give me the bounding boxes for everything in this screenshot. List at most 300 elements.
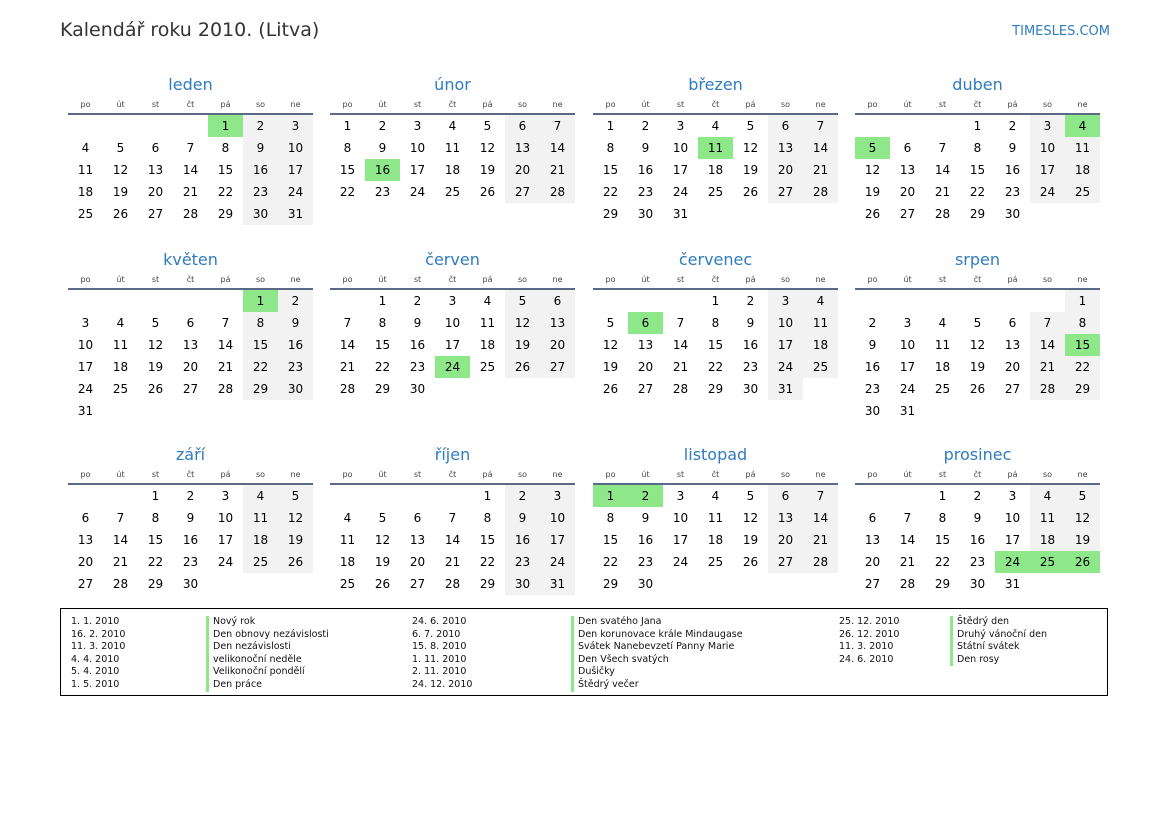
month-day-grid bbox=[330, 467, 575, 595]
day-cell: 10 bbox=[77, 338, 94, 352]
day-cell: 24 bbox=[278, 181, 313, 203]
day-cell: 19 bbox=[505, 334, 540, 356]
legend-date: 1. 1. 2010 bbox=[71, 616, 120, 627]
weekday-header: čt bbox=[698, 97, 733, 115]
day-cell: 27 bbox=[147, 207, 164, 221]
empty-day-cell bbox=[663, 573, 698, 595]
month-3 bbox=[593, 73, 838, 225]
day-cell: 18 bbox=[112, 360, 129, 374]
day-cell: 20 bbox=[540, 334, 575, 356]
day-cell: 9 bbox=[378, 141, 387, 155]
day-cell: 19 bbox=[374, 555, 391, 569]
day-cell: 22 bbox=[707, 360, 724, 374]
day-cell: 26 bbox=[479, 185, 496, 199]
day-cell: 23 bbox=[864, 382, 881, 396]
holiday-day-cell: 1 bbox=[593, 485, 628, 507]
day-cell: 11 bbox=[1065, 137, 1100, 159]
empty-day-cell bbox=[435, 378, 470, 400]
day-cell: 24 bbox=[1030, 181, 1065, 203]
day-cell: 8 bbox=[1065, 312, 1100, 334]
weekday-header: ne bbox=[803, 97, 838, 115]
day-cell: 1 bbox=[343, 119, 352, 133]
day-cell: 10 bbox=[444, 316, 461, 330]
day-cell: 24 bbox=[77, 382, 94, 396]
day-cell: 11 bbox=[1030, 507, 1065, 529]
day-cell: 11 bbox=[479, 316, 496, 330]
day-cell: 21 bbox=[540, 159, 575, 181]
day-cell: 25 bbox=[339, 577, 356, 591]
day-cell: 9 bbox=[868, 338, 877, 352]
day-cell: 22 bbox=[602, 185, 619, 199]
day-cell: 29 bbox=[147, 577, 164, 591]
day-cell: 29 bbox=[707, 382, 724, 396]
site-link[interactable]: TIMESLES.COM bbox=[1012, 24, 1110, 39]
empty-day-cell bbox=[1030, 400, 1065, 422]
day-cell: 12 bbox=[864, 163, 881, 177]
empty-day-cell bbox=[173, 115, 208, 137]
month-name: únor bbox=[434, 75, 471, 94]
day-cell: 23 bbox=[637, 555, 654, 569]
day-cell: 25 bbox=[1065, 181, 1100, 203]
weekday-header: ne bbox=[803, 272, 838, 290]
month-day-grid bbox=[855, 97, 1100, 225]
day-cell: 13 bbox=[637, 338, 654, 352]
day-cell: 1 bbox=[973, 119, 982, 133]
day-cell: 10 bbox=[409, 141, 426, 155]
day-cell: 6 bbox=[413, 511, 422, 525]
day-cell: 2 bbox=[641, 119, 650, 133]
weekday-header: po bbox=[855, 467, 890, 485]
weekday-header: pá bbox=[733, 97, 768, 115]
weekday-header: út bbox=[628, 97, 663, 115]
day-cell: 20 bbox=[77, 555, 94, 569]
empty-day-cell bbox=[733, 573, 768, 595]
day-cell: 20 bbox=[637, 360, 654, 374]
day-cell: 9 bbox=[641, 141, 650, 155]
day-cell: 17 bbox=[672, 163, 689, 177]
weekday-header: st bbox=[400, 97, 435, 115]
day-cell: 4 bbox=[116, 316, 125, 330]
weekday-header: po bbox=[855, 97, 890, 115]
day-cell: 23 bbox=[505, 551, 540, 573]
weekday-header: po bbox=[68, 467, 103, 485]
day-cell: 3 bbox=[278, 115, 313, 137]
day-cell: 17 bbox=[1004, 533, 1021, 547]
day-cell: 3 bbox=[413, 119, 422, 133]
day-cell: 16 bbox=[742, 338, 759, 352]
day-cell: 19 bbox=[479, 163, 496, 177]
weekday-header: so bbox=[243, 467, 278, 485]
day-cell: 8 bbox=[483, 511, 492, 525]
day-cell: 31 bbox=[77, 404, 94, 418]
day-cell: 24 bbox=[409, 185, 426, 199]
empty-day-cell bbox=[890, 115, 925, 137]
day-cell: 3 bbox=[81, 316, 90, 330]
day-cell: 15 bbox=[602, 163, 619, 177]
holiday-day-cell: 5 bbox=[855, 137, 890, 159]
weekday-header: út bbox=[890, 272, 925, 290]
empty-day-cell bbox=[698, 573, 733, 595]
holiday-day-cell: 24 bbox=[435, 356, 470, 378]
day-cell: 6 bbox=[903, 141, 912, 155]
day-cell: 25 bbox=[77, 207, 94, 221]
weekday-header: st bbox=[400, 467, 435, 485]
day-cell: 7 bbox=[186, 141, 195, 155]
day-cell: 4 bbox=[243, 485, 278, 507]
empty-day-cell bbox=[68, 485, 103, 507]
empty-day-cell bbox=[173, 400, 208, 422]
weekday-header: st bbox=[138, 272, 173, 290]
day-cell: 16 bbox=[409, 338, 426, 352]
day-cell: 22 bbox=[217, 185, 234, 199]
day-cell: 8 bbox=[711, 316, 720, 330]
day-cell: 17 bbox=[1030, 159, 1065, 181]
weekday-header: pá bbox=[208, 272, 243, 290]
day-cell: 28 bbox=[803, 551, 838, 573]
day-cell: 10 bbox=[672, 141, 689, 155]
weekday-header: ne bbox=[540, 467, 575, 485]
day-cell: 15 bbox=[243, 334, 278, 356]
day-cell: 19 bbox=[112, 185, 129, 199]
day-cell: 21 bbox=[444, 555, 461, 569]
day-cell: 14 bbox=[112, 533, 129, 547]
day-cell: 28 bbox=[672, 382, 689, 396]
day-cell: 11 bbox=[77, 163, 94, 177]
weekday-header: st bbox=[925, 467, 960, 485]
month-day-grid bbox=[68, 272, 313, 422]
month-2 bbox=[330, 73, 575, 203]
day-cell: 9 bbox=[243, 137, 278, 159]
weekday-header: ne bbox=[278, 97, 313, 115]
weekday-header: st bbox=[925, 272, 960, 290]
day-cell: 27 bbox=[637, 382, 654, 396]
day-cell: 7 bbox=[221, 316, 230, 330]
day-cell: 9 bbox=[1008, 141, 1017, 155]
month-name: leden bbox=[168, 75, 213, 94]
weekday-header: po bbox=[330, 97, 365, 115]
day-cell: 10 bbox=[672, 511, 689, 525]
day-cell: 3 bbox=[676, 489, 685, 503]
weekday-header: čt bbox=[173, 97, 208, 115]
day-cell: 6 bbox=[1008, 316, 1017, 330]
day-cell: 22 bbox=[147, 555, 164, 569]
legend-holiday-name: Štědrý večer bbox=[571, 679, 639, 692]
day-cell: 6 bbox=[768, 485, 803, 507]
empty-day-cell bbox=[803, 378, 838, 400]
day-cell: 18 bbox=[707, 163, 724, 177]
weekday-header: so bbox=[243, 272, 278, 290]
empty-day-cell bbox=[593, 290, 628, 312]
day-cell: 15 bbox=[602, 533, 619, 547]
day-cell: 21 bbox=[803, 529, 838, 551]
empty-day-cell bbox=[208, 290, 243, 312]
month-9 bbox=[68, 443, 313, 595]
day-cell: 3 bbox=[903, 316, 912, 330]
day-cell: 23 bbox=[969, 555, 986, 569]
weekday-header: so bbox=[1030, 272, 1065, 290]
day-cell: 3 bbox=[1030, 115, 1065, 137]
empty-day-cell bbox=[1065, 573, 1100, 595]
legend-date: 11. 3. 2010 bbox=[71, 641, 126, 653]
day-cell: 7 bbox=[116, 511, 125, 525]
day-cell: 29 bbox=[217, 207, 234, 221]
empty-day-cell bbox=[960, 400, 995, 422]
day-cell: 15 bbox=[479, 533, 496, 547]
day-cell: 28 bbox=[217, 382, 234, 396]
day-cell: 13 bbox=[147, 163, 164, 177]
day-cell: 21 bbox=[339, 360, 356, 374]
legend-date: 15. 8. 2010 bbox=[412, 641, 467, 653]
day-cell: 20 bbox=[1004, 360, 1021, 374]
day-cell: 3 bbox=[1008, 489, 1017, 503]
day-cell: 19 bbox=[742, 533, 759, 547]
weekday-header: čt bbox=[173, 467, 208, 485]
weekday-header: ne bbox=[540, 97, 575, 115]
day-cell: 21 bbox=[672, 360, 689, 374]
day-cell: 16 bbox=[243, 159, 278, 181]
day-cell: 23 bbox=[409, 360, 426, 374]
empty-day-cell bbox=[138, 400, 173, 422]
day-cell: 26 bbox=[969, 382, 986, 396]
legend-holiday-name: Den korunovace krále Mindaugase bbox=[571, 629, 743, 642]
empty-day-cell bbox=[733, 203, 768, 225]
weekday-header: so bbox=[768, 272, 803, 290]
day-cell: 15 bbox=[934, 533, 951, 547]
day-cell: 5 bbox=[606, 316, 615, 330]
day-cell: 25 bbox=[243, 551, 278, 573]
weekday-header: ne bbox=[1065, 467, 1100, 485]
empty-day-cell bbox=[330, 290, 365, 312]
day-cell: 27 bbox=[768, 551, 803, 573]
day-cell: 26 bbox=[278, 551, 313, 573]
day-cell: 28 bbox=[934, 207, 951, 221]
day-cell: 3 bbox=[768, 290, 803, 312]
month-day-grid bbox=[593, 97, 838, 225]
day-cell: 31 bbox=[540, 573, 575, 595]
day-cell: 23 bbox=[637, 185, 654, 199]
day-cell: 22 bbox=[1065, 356, 1100, 378]
day-cell: 29 bbox=[374, 382, 391, 396]
day-cell: 30 bbox=[637, 577, 654, 591]
weekday-header: po bbox=[330, 272, 365, 290]
day-cell: 1 bbox=[938, 489, 947, 503]
day-cell: 12 bbox=[112, 163, 129, 177]
day-cell: 29 bbox=[602, 207, 619, 221]
day-cell: 8 bbox=[221, 141, 230, 155]
day-cell: 22 bbox=[602, 555, 619, 569]
day-cell: 12 bbox=[505, 312, 540, 334]
day-cell: 7 bbox=[903, 511, 912, 525]
day-cell: 15 bbox=[217, 163, 234, 177]
day-cell: 28 bbox=[540, 181, 575, 203]
day-cell: 16 bbox=[637, 533, 654, 547]
day-cell: 18 bbox=[934, 360, 951, 374]
day-cell: 12 bbox=[1065, 507, 1100, 529]
day-cell: 13 bbox=[540, 312, 575, 334]
day-cell: 17 bbox=[278, 159, 313, 181]
day-cell: 18 bbox=[77, 185, 94, 199]
day-cell: 28 bbox=[803, 181, 838, 203]
legend-date: 24. 12. 2010 bbox=[412, 679, 473, 690]
weekday-header: st bbox=[663, 272, 698, 290]
day-cell: 12 bbox=[742, 141, 759, 155]
day-cell: 15 bbox=[969, 163, 986, 177]
day-cell: 5 bbox=[746, 489, 755, 503]
day-cell: 30 bbox=[1004, 207, 1021, 221]
day-cell: 8 bbox=[973, 141, 982, 155]
day-cell: 14 bbox=[444, 533, 461, 547]
weekday-header: pá bbox=[470, 467, 505, 485]
day-cell: 25 bbox=[479, 360, 496, 374]
weekday-header: so bbox=[505, 272, 540, 290]
empty-day-cell bbox=[103, 290, 138, 312]
legend-date: 16. 2. 2010 bbox=[71, 628, 126, 640]
day-cell: 16 bbox=[278, 334, 313, 356]
empty-day-cell bbox=[855, 290, 890, 312]
empty-day-cell bbox=[138, 290, 173, 312]
day-cell: 18 bbox=[444, 163, 461, 177]
empty-day-cell bbox=[208, 400, 243, 422]
day-cell: 29 bbox=[969, 207, 986, 221]
day-cell: 8 bbox=[606, 141, 615, 155]
month-day-grid bbox=[330, 272, 575, 400]
day-cell: 23 bbox=[243, 181, 278, 203]
day-cell: 25 bbox=[934, 382, 951, 396]
legend-date: 1. 5. 2010 bbox=[71, 679, 120, 690]
day-cell: 14 bbox=[1030, 334, 1065, 356]
day-cell: 17 bbox=[444, 338, 461, 352]
day-cell: 18 bbox=[339, 555, 356, 569]
weekday-header: so bbox=[505, 467, 540, 485]
weekday-header: ne bbox=[278, 467, 313, 485]
legend-date: 25. 12. 2010 bbox=[839, 616, 900, 627]
empty-day-cell bbox=[663, 290, 698, 312]
month-day-grid bbox=[330, 97, 575, 203]
weekday-header: pá bbox=[208, 97, 243, 115]
day-cell: 9 bbox=[505, 507, 540, 529]
month-name: červen bbox=[425, 250, 480, 269]
legend-holiday-name: Nový rok bbox=[206, 616, 255, 629]
weekday-header: po bbox=[68, 97, 103, 115]
day-cell: 5 bbox=[151, 316, 160, 330]
empty-day-cell bbox=[925, 115, 960, 137]
day-cell: 20 bbox=[768, 529, 803, 551]
empty-day-cell bbox=[1030, 573, 1065, 595]
legend-holiday-name: Svátek Nanebevzetí Panny Marie bbox=[571, 641, 734, 654]
day-cell: 13 bbox=[77, 533, 94, 547]
day-cell: 4 bbox=[711, 489, 720, 503]
weekday-header: út bbox=[365, 97, 400, 115]
weekday-header: pá bbox=[995, 272, 1030, 290]
month-10 bbox=[330, 443, 575, 595]
day-cell: 3 bbox=[540, 485, 575, 507]
day-cell: 11 bbox=[339, 533, 356, 547]
day-cell: 21 bbox=[1030, 356, 1065, 378]
month-name: květen bbox=[163, 250, 218, 269]
day-cell: 14 bbox=[182, 163, 199, 177]
holiday-day-cell: 16 bbox=[365, 159, 400, 181]
day-cell: 10 bbox=[540, 507, 575, 529]
month-7 bbox=[593, 248, 838, 400]
weekday-header: st bbox=[138, 97, 173, 115]
day-cell: 10 bbox=[217, 511, 234, 525]
day-cell: 30 bbox=[969, 577, 986, 591]
day-cell: 16 bbox=[1004, 163, 1021, 177]
day-cell: 5 bbox=[278, 485, 313, 507]
day-cell: 28 bbox=[1030, 378, 1065, 400]
empty-day-cell bbox=[1065, 400, 1100, 422]
month-day-grid bbox=[855, 272, 1100, 422]
weekday-header: po bbox=[330, 467, 365, 485]
day-cell: 2 bbox=[1008, 119, 1017, 133]
day-cell: 1 bbox=[711, 294, 720, 308]
day-cell: 18 bbox=[1030, 529, 1065, 551]
legend-holiday-name: Druhý vánoční den bbox=[950, 629, 1047, 642]
month-4 bbox=[855, 73, 1100, 225]
day-cell: 19 bbox=[1065, 529, 1100, 551]
day-cell: 30 bbox=[409, 382, 426, 396]
day-cell: 1 bbox=[1065, 290, 1100, 312]
weekday-header: čt bbox=[960, 272, 995, 290]
empty-day-cell bbox=[698, 203, 733, 225]
day-cell: 10 bbox=[899, 338, 916, 352]
day-cell: 26 bbox=[374, 577, 391, 591]
day-cell: 18 bbox=[243, 529, 278, 551]
month-day-grid bbox=[593, 467, 838, 595]
day-cell: 14 bbox=[217, 338, 234, 352]
day-cell: 18 bbox=[1065, 159, 1100, 181]
day-cell: 17 bbox=[409, 163, 426, 177]
day-cell: 9 bbox=[278, 312, 313, 334]
day-cell: 19 bbox=[602, 360, 619, 374]
day-cell: 24 bbox=[672, 185, 689, 199]
day-cell: 14 bbox=[934, 163, 951, 177]
day-cell: 30 bbox=[742, 382, 759, 396]
weekday-header: pá bbox=[733, 467, 768, 485]
month-name: září bbox=[175, 445, 206, 464]
weekday-header: čt bbox=[960, 97, 995, 115]
legend-date: 1. 11. 2010 bbox=[412, 653, 467, 665]
legend-holiday-name: Štědrý den bbox=[950, 616, 1009, 629]
day-cell: 14 bbox=[672, 338, 689, 352]
weekday-header: ne bbox=[278, 272, 313, 290]
day-cell: 27 bbox=[864, 577, 881, 591]
empty-day-cell bbox=[890, 485, 925, 507]
empty-day-cell bbox=[138, 115, 173, 137]
weekday-header: ne bbox=[1065, 97, 1100, 115]
empty-day-cell bbox=[1030, 290, 1065, 312]
empty-day-cell bbox=[1065, 203, 1100, 225]
day-cell: 2 bbox=[746, 294, 755, 308]
legend-holiday-name: Den obnovy nezávislosti bbox=[206, 629, 329, 642]
day-cell: 4 bbox=[803, 290, 838, 312]
legend-date: 11. 3. 2010 bbox=[839, 641, 894, 653]
weekday-header: út bbox=[890, 97, 925, 115]
day-cell: 27 bbox=[1004, 382, 1021, 396]
day-cell: 8 bbox=[151, 511, 160, 525]
day-cell: 13 bbox=[1004, 338, 1021, 352]
month-day-grid bbox=[68, 97, 313, 225]
day-cell: 25 bbox=[707, 185, 724, 199]
day-cell: 18 bbox=[707, 533, 724, 547]
day-cell: 13 bbox=[409, 533, 426, 547]
month-day-grid bbox=[68, 467, 313, 595]
month-5 bbox=[68, 248, 313, 422]
empty-day-cell bbox=[995, 400, 1030, 422]
weekday-header: ne bbox=[1065, 272, 1100, 290]
legend-date: 5. 4. 2010 bbox=[71, 666, 120, 678]
day-cell: 17 bbox=[217, 533, 234, 547]
